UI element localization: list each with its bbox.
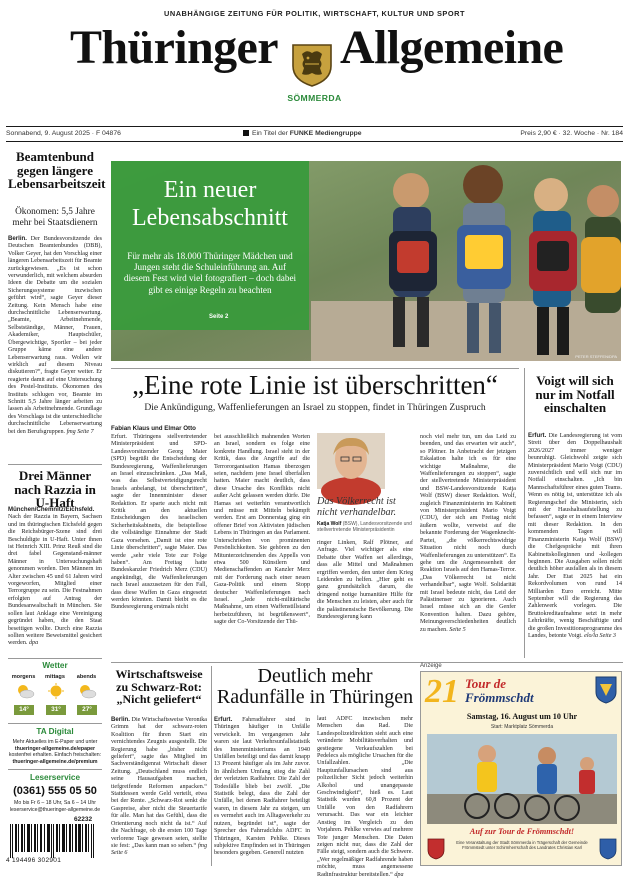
bike-left-rule <box>211 666 212 866</box>
left-story2-body <box>8 506 102 654</box>
weather-label-morning: morgens <box>11 674 36 680</box>
weather-title: Wetter <box>42 661 68 670</box>
digital-line2: kostenfrei erhalten. Einfach freischalten: <box>8 752 102 759</box>
quote-portrait <box>317 433 385 489</box>
left-story-subhead: Ökonomen: 5,5 Jahre mehr bei Staatsdienern <box>12 207 98 228</box>
caption-name: Katja Wolf <box>317 521 342 527</box>
bike-ref: dpa <box>394 871 404 878</box>
left-story2-dateline: München/Chemnitz/Eichsfeld. <box>8 506 95 513</box>
business-dateline: Berlin. <box>111 716 130 723</box>
main-story-quote: Das Völkerrecht ist nicht verhandelbar. <box>317 496 397 518</box>
barcode-issue-number: 62232 <box>74 816 93 823</box>
barcode <box>10 824 98 858</box>
hero-panel <box>111 161 621 361</box>
bike-col2 <box>317 716 413 878</box>
weather-temp-morning: 14° <box>14 705 34 715</box>
digital-line1: Mehr Aktuelles im E-Paper und unter <box>12 739 98 745</box>
ad-right-crest-icon <box>599 838 617 860</box>
ad-left-crest-icon <box>427 838 445 860</box>
left-divider-3 <box>8 723 102 724</box>
main-story-col1: Erfurt. Thüringens stellvertretender Ministerpräsident und SPD-Landesvorsitzender Georg Maier (SPD) begrüßt die Entscheidung der Bundesregierung, Waffenlieferungen an Israel einzuschränken. „Das Maß, was das Selbstverteidigungsrecht Israels anbelangt, ist überschritten“, sagte der Innenminister dieser Redaktion. Er sparte auch nicht mit Kritik an den aktuellen Entscheidungen des israelischen Sicherheitskabinetts, die beispiellose die vollständige Einnahme der Stadt Gaza vorsehen. „Damit ist eine rote Linie überschritten“, sagte Maier. Das werde „sehr viele Tote zur Folge haben“. Am Freitag hatte Bundeskanzler Friedrich Merz (CDU) angekündigt, die Waffenlieferungen nach Israel auszusetzen für den Fall, dass diese Waffen in Gaza eingesetzt werden könnten. Damit bleibt es die Bundesregierung erstmals nicht <box>111 434 207 611</box>
publisher-line <box>243 130 362 137</box>
masthead-rule-bottom <box>6 141 623 142</box>
hero-photo-credit: PETER STEFFEN/DPA <box>575 354 617 359</box>
left-divider-4 <box>8 769 102 770</box>
left-story2-text: Nach der Razzia in Bayern, Sachsen und im thüringischen Eichsfeld gegen die Reichsbürger-Szene sind drei Beschuldigte in U-Haft. Unter ihnen ist Heinrich XIII. Prinz Reuß sind die drei fabel Gegenstand-männer Männer in Untersuchungshaft genommen worden. Den Männern im Alter zwischen 45 und 61 Jahren wird vorgeworfen, Mitglied einer Terrorgruppe zu sein. Die Festnahmen erfolgten auf Antrag der Bundesanwaltschaft in München. Sie sollen laut Anklage eine Vereinigung gegründet haben, die den Staat beseitigen wollte. Durch eine Razzia sollten weitere Beweismittel gesichert werden. <box>8 514 102 647</box>
left-story-body <box>8 235 102 460</box>
hero-headline-line2: Lebensabschnitt <box>132 205 288 231</box>
main-story-col4 <box>420 434 516 656</box>
barcode-digits: 4 194496 302901 <box>6 857 62 864</box>
coat-of-arms-icon <box>289 42 335 88</box>
ad-slogan: Auf zur Tour de Frömmschdt! <box>469 827 575 836</box>
main-story-byline: Fabian Klaus und Elmar Otto <box>111 425 196 432</box>
left-story2-headline: Drei Männer nach Razzia in U-Haft <box>14 468 96 511</box>
weather-label-noon: mittags <box>45 674 65 680</box>
ad-brand-bottom: Frömmschdt <box>465 690 534 705</box>
masthead-tagline: UNABHÄNGIGE ZEITUNG FÜR POLITIK, WIRTSCHAFT, KULTUR UND SPORT <box>164 9 465 18</box>
digital-url1[interactable]: thueringer-allgemeine.de/epaper <box>14 745 96 752</box>
masthead-rule-top <box>6 126 623 127</box>
main-story-col4-ref: Seite 5 <box>449 626 466 633</box>
voigt-dateline: Erfurt. <box>528 432 547 439</box>
ad-footer: Eine Veranstaltung der Stadt Sömmerda in Trägerschaft der Gemeinde Frömmstedt unter Schirmherrschaft des Landrates Christian Karl <box>456 840 588 851</box>
ad-crest-icon <box>595 676 617 704</box>
ad-cyclists-photo <box>427 734 617 824</box>
voigt-headline: Voigt will sich nur im Notfall einschalten <box>535 373 615 416</box>
main-story-col4-text: noch viel mehr tun, um das Leid zu beenden, und das erwarten wir auch“, so Plötner. In Anbetracht der jetzigen Eskalation halte ich es für eine wichtige Maßnahme, die Waffenlieferungen zu stoppen“, sagte der stellvertretende Ministerpräsident und BSW-Landesvorsitzende Katja Wolf (BSW) dieser Redaktion. Wolf, zugleich Finanzministerin im Kabinett von Ministerpräsident Mario Voigt (CDU), der sich am Freitag nicht äußern wollte, verweist auf die bekannte Forderung der Wagenknecht-Partei, „die völkerrechtswidrige Situation nicht noch durch Waffenlieferungen zu unterstützen“. Es gehe um die Angemessenheit der Reaktion Israels auf den Hamas-Terror. „Das Völkerrecht ist nicht verhandelbar“, sagte Wolf. Solidarität mit Israel bedeute nicht, das Leid der Palästinenser zu ignorieren. Auch Israel müsse sich an die Genfer Konvention halten. Dazu gehöre, Meinungsverschiedenheiten deutlich zu machen. <box>420 434 516 633</box>
portrait-image <box>317 433 385 489</box>
main-story-subhead: Die Ankündigung, Waffenlieferungen an Israel zu stoppen, findet in Thüringen Zuspruch <box>144 402 486 413</box>
bike-headline: Deutlich mehr Radunfälle in Thüringen <box>216 665 414 708</box>
publisher-icon <box>243 130 249 136</box>
main-story-top-rule <box>111 368 519 369</box>
bike-col1-text: Fahrradfahrer sind in Thüringen häufiger in Unfälle verwickelt. Im vergangenen Jahr waren sie laut Verkehrsunfallstatistik des Innenministeriums an 1940 Unfällen beteiligt und das damit knapp 13 Prozent häufiger als im Jahr zuvor. In ähnlichem Umfang stieg die Zahl der verletzten Radfahrer. Die Zahl der Todesfälle blieb bei zwölf. „Die Statistik belegt, dass die Zahl der Unfälle, bei denen Radfahrer beteiligt waren, in diesem Jahr zu steigen, um es vermehrt auch im Alltagsverkehr zu nutzen, begründet ist“, sagte der Sprecher des Fahrradclubs ADFC in Thüringen, Karsten Pehlke. Dieses subjektive Empfinden sei in Thüringen besonders gegeben. Generell nutzten <box>214 717 310 857</box>
bottom-rule <box>111 662 623 663</box>
business-ref: fmg Seite 6 <box>111 842 207 857</box>
left-story-headline: Beamtenbund gegen längere Lebensarbeitszeit <box>8 149 106 192</box>
publisher-prefix: Ein Titel der <box>252 130 288 137</box>
ad-number: 21 <box>425 673 459 710</box>
business-headline: Wirtschaftsweise zu Schwarz-Rot: „Nicht geliefert“ <box>115 667 203 707</box>
weather-box <box>8 674 102 720</box>
digital-title: TA Digital <box>36 727 74 736</box>
left-divider-1 <box>8 464 102 465</box>
weather-label-evening: abends <box>76 674 97 680</box>
service-email[interactable]: leserservice@thueringer-allgemeine.de <box>9 807 101 813</box>
left-story2-ref: dpa <box>29 640 39 647</box>
partly-sunny-icon <box>15 683 35 699</box>
main-story-col2: bei ausschließlich mahnenden Worten an Israel, sondern es folge eine konkrete Handlung. Israel steht in der Kritik, dass die Angriffe auf die Terrororganisation Hamas überzogen seien, nachdem jene Israel überfallen hatten. Maier macht deutlich, dass diese Ursache des Konflikts nicht außer Acht gelassen werden dürfe. Die Hamas sei weiterhin verantwortlich und müsse mit Mitteln bekämpft werden. Erst am Donnerstag ging ein offener Brief von Aktivisten jüdischen Lebens in Thüringen an das Parlament. Unterschrieben von prominenten Persönlichkeiten. Sie gehören zu den Mitunterzeichnenden des Appells von etwa 500 Künstlern und Medienschaffenden an Kanzler Merz mit der Forderung nach einer neuen Gaza-Politik und einem Stopp deutscher Waffenlieferungen nach Israel. „Jede nicht-militärische Maßnahme, um einen Waffenstillstand herbeizuführen, ist begrüßenswert“, sagte der Co-Vorsitzende der Thü- <box>214 434 310 626</box>
masthead-title-left: Thüringer <box>70 21 278 74</box>
left-story-text: Der Bundesvorsitzende des Deutschen Beamtenbundes (DBB), Volker Geyer, hat den Vorschlag einer längeren Lebensarbeitszeit für Beamte zurückgewiesen. „Es ist schon verwunderlich, mit welchem absurden Ideen die Debatte um die sozialen Sicherungssysteme inzwischen geführt wird“, sagte Geyer dieser Zeitung. Kein Mensch habe eine durchschnittliche Lebenserwartung. „Beamte, Arbeitnehmende, Selbstständige, Männer, Frauen, Akademiker, Hauptschüler, Übergewichtige, Sportler – bei jeder Gruppe käme eine andere Lebenserwartung raus. Wollen wir wirklich auf diesem Niveau diskutieren?“, fragte Geyer weiter. Er reagierte damit auf eine Untersuchung des Pestel-Instituts. Ökonomen des Instituts schlugen vor, Beamte im Schnitt 5,5 Jahre länger arbeiten zu lassen als Arbeitnehmende. Grundlage des Vorschlags ist die unterschiedliche durchschnittliche Lebenserwartung bei den Berufsgruppen. <box>8 236 102 435</box>
bike-col1 <box>214 716 310 866</box>
service-phone[interactable]: (0361) 555 05 50 <box>13 785 97 797</box>
price-line: Preis 2,90 € · 32. Woche · Nr. 184 <box>520 130 623 137</box>
sunny-icon <box>46 683 66 699</box>
weather-temp-noon: 31° <box>46 705 66 715</box>
voigt-body <box>528 432 622 656</box>
hero-page-ref[interactable]: Seite 2 <box>209 314 229 320</box>
ad-date: Samstag, 16. August um 10 Uhr <box>466 712 578 721</box>
caption-rest: (BSW), Landesvorsitzende und stellvertretende Ministerpräsidentin <box>317 521 412 533</box>
service-hours: Mo bis Fr 6 – 18 Uhr, Sa 6 – 14 Uhr <box>14 800 96 806</box>
main-story-col3: ringer Linken, Ralf Plötner, auf Anfrage. Viel wichtiger als eine Debatte über Waffen sei allerdings, dass alle Mittel und Maßnahmen ergriffen werden, den unter dem Krieg Leidenden zu helfen. „Hier geht es ganz grundsätzlich darum, die dringend notige humanitäre Hilfe für die Menschen zu leisten, aber auch für die palästinensische Bevölkerung. Die Bundesregierung kann <box>317 540 413 621</box>
main-story-caption <box>317 521 413 533</box>
digital-box <box>8 739 102 765</box>
weather-temp-evening: 27° <box>77 705 97 715</box>
bike-dateline: Erfurt. <box>214 716 233 723</box>
service-title: Leserservice <box>29 773 81 782</box>
bike-col2-text: laut ADFC inzwischen mehr Menschen das Rad. Die Landespolizeidirektion sieht auch eine veränderte Mobilitätsverhalten und gestiegene Verkaufszahlen bei Pedelecs als mögliche Ursachen für die Unfallzahlen. „Die Hauptunfallursachen sind aus polizeilicher Sicht jedoch weiterhin Alkohol und unangepasste Geschwindigkeit“, hieß es. Laut Statistik wurden 60,8 Prozent der Unfälle von den Radfahrern verursacht. Das war ein leichter Anstieg im Vergleich zu den Vorjahren. Pehlke verwies auf mehrere Tote junger Menschen. Die Daten zeigen nicht nur, dass die Zahl der Fälle steigt, sondern auch die Schwere. „Wer regelmäßiger Radfahrende haben möchte, muss angemessene Radinfrastruktur bereitstellen.“ <box>317 716 413 878</box>
left-story-ref: fmg Seite 7 <box>66 428 94 435</box>
hero-headline-line1: Ein neuer <box>163 177 257 203</box>
left-story-dateline: Berlin. <box>8 235 27 242</box>
hero-teaser: Für mehr als 18.000 Thüringer Mädchen und Jungen steht die Schuleinführung an. Auf diesem Fest wird viel fotografiert – doch dabei gibt es einige Regeln zu beachten <box>123 251 297 295</box>
business-text: Die Wirtschaftsweise Veronika Grimm hat der schwarz-roten Koalition für ihren Start ein vernichtendes Zeugnis ausgestellt. Die Regierung habe „bisher nicht geliefert“, sagte das Mitglied im Sachverständigenrat Wirtschaft dieser Zeitung. „Deutschland muss endlich seine Hausaufgaben machen, tiefgreifende Reformen anpacken.“ Stattdessen werde Geld verteilt, etwa bei der Rente. „Schwarz-Rot senkt die Gaspreise, aber nicht die Steuertarife für alle. Man hat das Gefühl, dass die Orientierung noch nicht da ist.“ Auf die Nachfrage, ob die ersten 100 Tage verlorene Tage gewesen seien, stellte sie fest: „Das kann man so sehen.“ <box>111 717 207 849</box>
voigt-text: Die Landesregierung ist vom Streit über den Doppelhaushalt 2026/2027 immer weniger beunruhigt. Gleichwohl zeigte sich Ministerpräsident Mario Voigt (CDU) zuversichtlich und will sich nur im Notfall einschalten. „Ich bin Mannschaftsführer eines guten Teams. Wenn es nötig ist, unterstütze ich als Regierungschef die Ministerin, sich mit der Haushaltsaufstellung zu befassen“, sagte er in einem Interview mit dieser Redaktion. In den kommenden Tagen will Finanzministerin Katja Wolf (BSW) die Chefgespräche mit ihren Kabinettskolleginnen und -kollegen beginnen. Die Ausgaben sollen nicht deutlich höher ausfallen als in diesem Jahr. Der Etat 2025 hat ein Rekordvolumen von rund 14 Milliarden Euro erreicht. Mitte September will die Regierung das Zahlenwerk vorlegen. Die Bruttokreditaufnahme setzt in mehr Lehrkräfte, wenig Beschäftigte und die großen Investitionsprogramme des Landes, betonte Voigt. <box>528 433 622 639</box>
ad-start: Start: Marktplatz Sömmerda <box>490 724 554 730</box>
ad-label: Anzeige <box>420 663 442 669</box>
partly-cloudy-icon <box>77 683 97 699</box>
masthead-title-right: Allgemeine <box>340 21 564 74</box>
digital-url2[interactable]: thueringer-allgemeine.de/premium <box>12 758 98 765</box>
voigt-ref: elo/la Seite 3 <box>584 632 616 639</box>
ad-box[interactable] <box>420 671 622 866</box>
edition-label: SÖMMERDA <box>287 93 342 103</box>
publisher-name: FUNKE Mediengruppe <box>289 130 362 137</box>
ad-brand-top: Tour de <box>465 676 507 691</box>
date-line: Sonnabend, 9. August 2025 · F 04876 <box>6 130 121 137</box>
business-body <box>111 716 207 866</box>
main-story-headline: „Eine rote Linie ist überschritten“ <box>132 370 498 400</box>
left-divider-2 <box>8 658 102 659</box>
right-vertical-rule <box>524 368 525 658</box>
